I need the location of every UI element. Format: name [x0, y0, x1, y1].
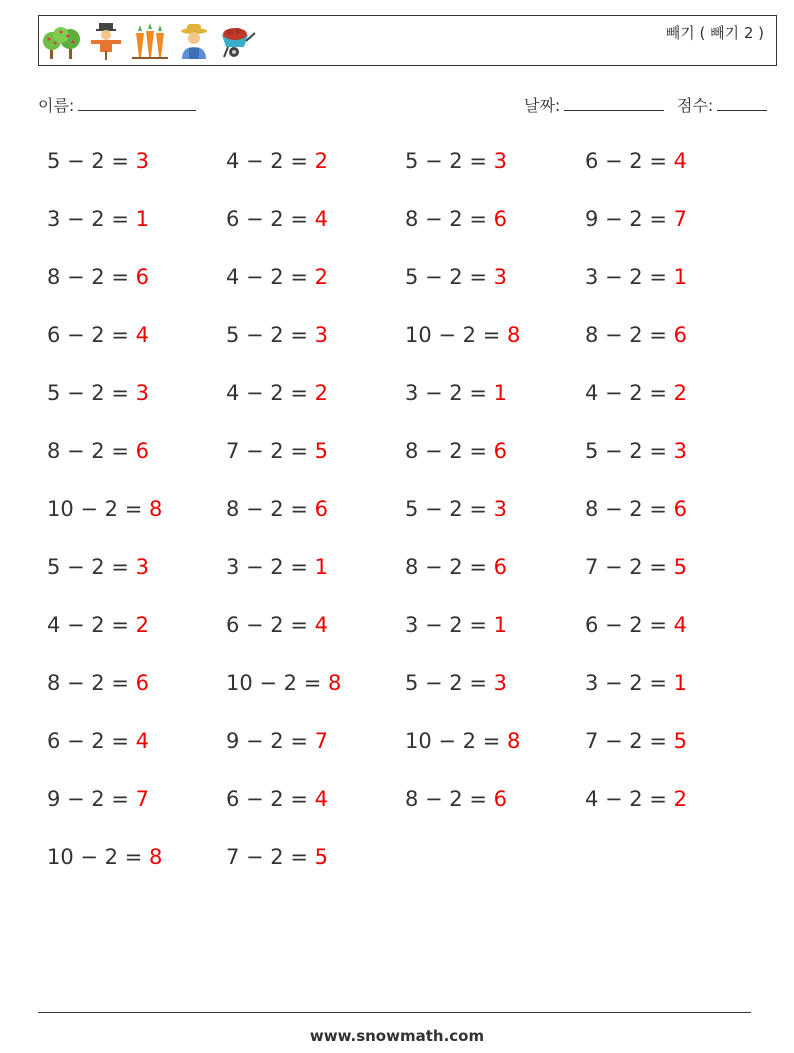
- problem-answer: 2: [673, 787, 688, 811]
- problem-item: [47, 843, 162, 871]
- problem-item: [585, 727, 687, 755]
- problem-answer: 6: [493, 787, 508, 811]
- header-icons: [42, 21, 258, 61]
- date-blank: [564, 109, 664, 111]
- problem-item: [585, 263, 687, 291]
- problem-answer: 8: [507, 729, 521, 753]
- problem-item: [47, 379, 149, 407]
- problem-answer: 6: [135, 439, 150, 463]
- problem-item: [47, 727, 149, 755]
- problem-question: 3 − 2 =: [226, 555, 308, 579]
- problem-answer: 6: [493, 439, 508, 463]
- footer-divider: [38, 1012, 751, 1013]
- problem-item: [585, 205, 687, 233]
- problem-question: 6 − 2 =: [585, 613, 667, 637]
- problem-question: 6 − 2 =: [47, 323, 129, 347]
- problem-question: 5 − 2 =: [405, 149, 487, 173]
- footer-site: www.snowmath.com: [309, 1027, 485, 1045]
- problem-question: 3 − 2 =: [47, 207, 129, 231]
- problem-answer: 5: [314, 439, 329, 463]
- problem-answer: 1: [673, 671, 688, 695]
- problem-question: 3 − 2 =: [405, 381, 487, 405]
- problem-answer: 4: [673, 149, 688, 173]
- problem-question: 5 − 2 =: [405, 265, 487, 289]
- worksheet-title: 빼기 ( 빼기 2 ): [665, 24, 764, 42]
- problem-item: [47, 611, 149, 639]
- problem-answer: 5: [314, 845, 329, 869]
- problem-answer: 8: [149, 845, 163, 869]
- name-blank: [78, 109, 196, 111]
- problem-question: 9 − 2 =: [47, 787, 129, 811]
- problem-answer: 7: [673, 207, 688, 231]
- problem-question: 6 − 2 =: [226, 207, 308, 231]
- problem-question: 7 − 2 =: [226, 439, 308, 463]
- problem-question: 7 − 2 =: [226, 845, 308, 869]
- problem-item: [405, 321, 520, 349]
- problem-question: 8 − 2 =: [405, 207, 487, 231]
- problem-item: [585, 495, 687, 523]
- problem-answer: 3: [493, 497, 508, 521]
- problem-item: [405, 205, 507, 233]
- problem-item: [585, 379, 687, 407]
- problem-answer: 4: [314, 207, 329, 231]
- problem-item: [226, 263, 328, 291]
- score-label: 점수:: [677, 96, 714, 115]
- problem-answer: 2: [673, 381, 688, 405]
- date-field: [524, 93, 664, 116]
- problem-item: [47, 147, 149, 175]
- problem-question: 6 − 2 =: [226, 787, 308, 811]
- problem-item: [585, 147, 687, 175]
- problem-answer: 5: [673, 555, 688, 579]
- problem-answer: 1: [493, 381, 508, 405]
- problem-answer: 2: [135, 613, 150, 637]
- problem-item: [405, 495, 507, 523]
- problem-question: 3 − 2 =: [585, 265, 667, 289]
- problem-question: 5 − 2 =: [47, 381, 129, 405]
- tree-icon: [42, 21, 82, 61]
- problem-answer: 6: [673, 323, 688, 347]
- problem-question: 9 − 2 =: [585, 207, 667, 231]
- problem-question: 8 − 2 =: [226, 497, 308, 521]
- problem-answer: 6: [135, 265, 150, 289]
- problem-item: [405, 147, 507, 175]
- score-field: [677, 93, 767, 116]
- problem-item: [226, 611, 328, 639]
- problem-item: [226, 553, 328, 581]
- name-label: 이름:: [38, 96, 75, 115]
- problem-answer: 8: [328, 671, 342, 695]
- problem-question: 8 − 2 =: [47, 671, 129, 695]
- problem-answer: 4: [135, 729, 150, 753]
- problem-answer: 6: [135, 671, 150, 695]
- problem-answer: 1: [314, 555, 329, 579]
- problem-item: [226, 669, 341, 697]
- problem-item: [226, 205, 328, 233]
- problem-item: [226, 437, 328, 465]
- carrots-icon: [130, 21, 170, 61]
- problem-answer: 2: [314, 265, 329, 289]
- problem-question: 4 − 2 =: [585, 787, 667, 811]
- problem-answer: 4: [314, 613, 329, 637]
- problem-question: 5 − 2 =: [585, 439, 667, 463]
- problem-question: 7 − 2 =: [585, 555, 667, 579]
- problem-question: 8 − 2 =: [405, 555, 487, 579]
- problem-question: 10 − 2 =: [405, 729, 501, 753]
- problem-item: [226, 785, 328, 813]
- problem-item: [405, 785, 507, 813]
- problem-item: [585, 785, 687, 813]
- problem-item: [405, 727, 520, 755]
- problem-item: [585, 669, 687, 697]
- problem-item: [47, 437, 149, 465]
- problem-question: 10 − 2 =: [226, 671, 322, 695]
- problem-question: 4 − 2 =: [226, 381, 308, 405]
- problem-item: [226, 379, 328, 407]
- problem-question: 4 − 2 =: [226, 265, 308, 289]
- problem-question: 5 − 2 =: [47, 555, 129, 579]
- problem-item: [405, 437, 507, 465]
- problem-item: [47, 495, 162, 523]
- problem-question: 5 − 2 =: [405, 671, 487, 695]
- problem-answer: 3: [135, 381, 150, 405]
- problem-item: [405, 553, 507, 581]
- problem-answer: 3: [673, 439, 688, 463]
- problem-item: [226, 727, 328, 755]
- problem-question: 10 − 2 =: [47, 497, 143, 521]
- problem-answer: 3: [493, 671, 508, 695]
- problem-question: 6 − 2 =: [47, 729, 129, 753]
- problem-item: [226, 495, 328, 523]
- date-label: 날짜:: [524, 96, 561, 115]
- problem-answer: 5: [673, 729, 688, 753]
- problem-item: [585, 611, 687, 639]
- problem-item: [226, 321, 328, 349]
- problem-question: 10 − 2 =: [47, 845, 143, 869]
- problem-question: 5 − 2 =: [226, 323, 308, 347]
- name-field: [38, 93, 196, 116]
- problem-answer: 2: [314, 149, 329, 173]
- problem-item: [405, 263, 507, 291]
- problem-question: 6 − 2 =: [226, 613, 308, 637]
- problem-answer: 8: [507, 323, 521, 347]
- problem-answer: 6: [314, 497, 329, 521]
- problem-answer: 6: [493, 555, 508, 579]
- problem-item: [226, 147, 328, 175]
- problem-question: 8 − 2 =: [47, 265, 129, 289]
- problem-item: [47, 785, 149, 813]
- problem-question: 8 − 2 =: [405, 439, 487, 463]
- farmer-icon: [174, 21, 214, 61]
- problem-question: 5 − 2 =: [405, 497, 487, 521]
- problem-answer: 4: [135, 323, 150, 347]
- problem-item: [585, 437, 687, 465]
- problem-question: 8 − 2 =: [47, 439, 129, 463]
- problem-question: 3 − 2 =: [405, 613, 487, 637]
- problem-question: 8 − 2 =: [585, 497, 667, 521]
- problem-answer: 4: [673, 613, 688, 637]
- problem-question: 4 − 2 =: [226, 149, 308, 173]
- problem-item: [47, 321, 149, 349]
- wheelbarrow-icon: [218, 21, 258, 61]
- problem-answer: 6: [673, 497, 688, 521]
- problem-question: 4 − 2 =: [47, 613, 129, 637]
- problem-item: [47, 553, 149, 581]
- problem-answer: 2: [314, 381, 329, 405]
- problem-item: [405, 379, 507, 407]
- problem-item: [47, 205, 149, 233]
- problem-item: [585, 321, 687, 349]
- header-box: [38, 15, 777, 66]
- problem-item: [405, 611, 507, 639]
- problem-answer: 7: [314, 729, 329, 753]
- problem-answer: 1: [135, 207, 150, 231]
- problem-question: 4 − 2 =: [585, 381, 667, 405]
- problem-question: 9 − 2 =: [226, 729, 308, 753]
- problem-answer: 7: [135, 787, 150, 811]
- problem-answer: 1: [493, 613, 508, 637]
- problem-item: [585, 553, 687, 581]
- problem-answer: 6: [493, 207, 508, 231]
- problem-item: [226, 843, 328, 871]
- problem-item: [47, 263, 149, 291]
- problem-question: 10 − 2 =: [405, 323, 501, 347]
- problem-question: 6 − 2 =: [585, 149, 667, 173]
- problem-answer: 3: [314, 323, 329, 347]
- problem-question: 7 − 2 =: [585, 729, 667, 753]
- problem-answer: 4: [314, 787, 329, 811]
- problem-item: [47, 669, 149, 697]
- problem-question: 3 − 2 =: [585, 671, 667, 695]
- problem-question: 5 − 2 =: [47, 149, 129, 173]
- problem-answer: 3: [135, 555, 150, 579]
- score-blank: [717, 109, 767, 111]
- problem-answer: 1: [673, 265, 688, 289]
- problem-question: 8 − 2 =: [585, 323, 667, 347]
- problem-item: [405, 669, 507, 697]
- problem-answer: 3: [493, 149, 508, 173]
- scarecrow-icon: [86, 21, 126, 61]
- problem-question: 8 − 2 =: [405, 787, 487, 811]
- problem-answer: 8: [149, 497, 163, 521]
- problem-answer: 3: [493, 265, 508, 289]
- problem-answer: 3: [135, 149, 150, 173]
